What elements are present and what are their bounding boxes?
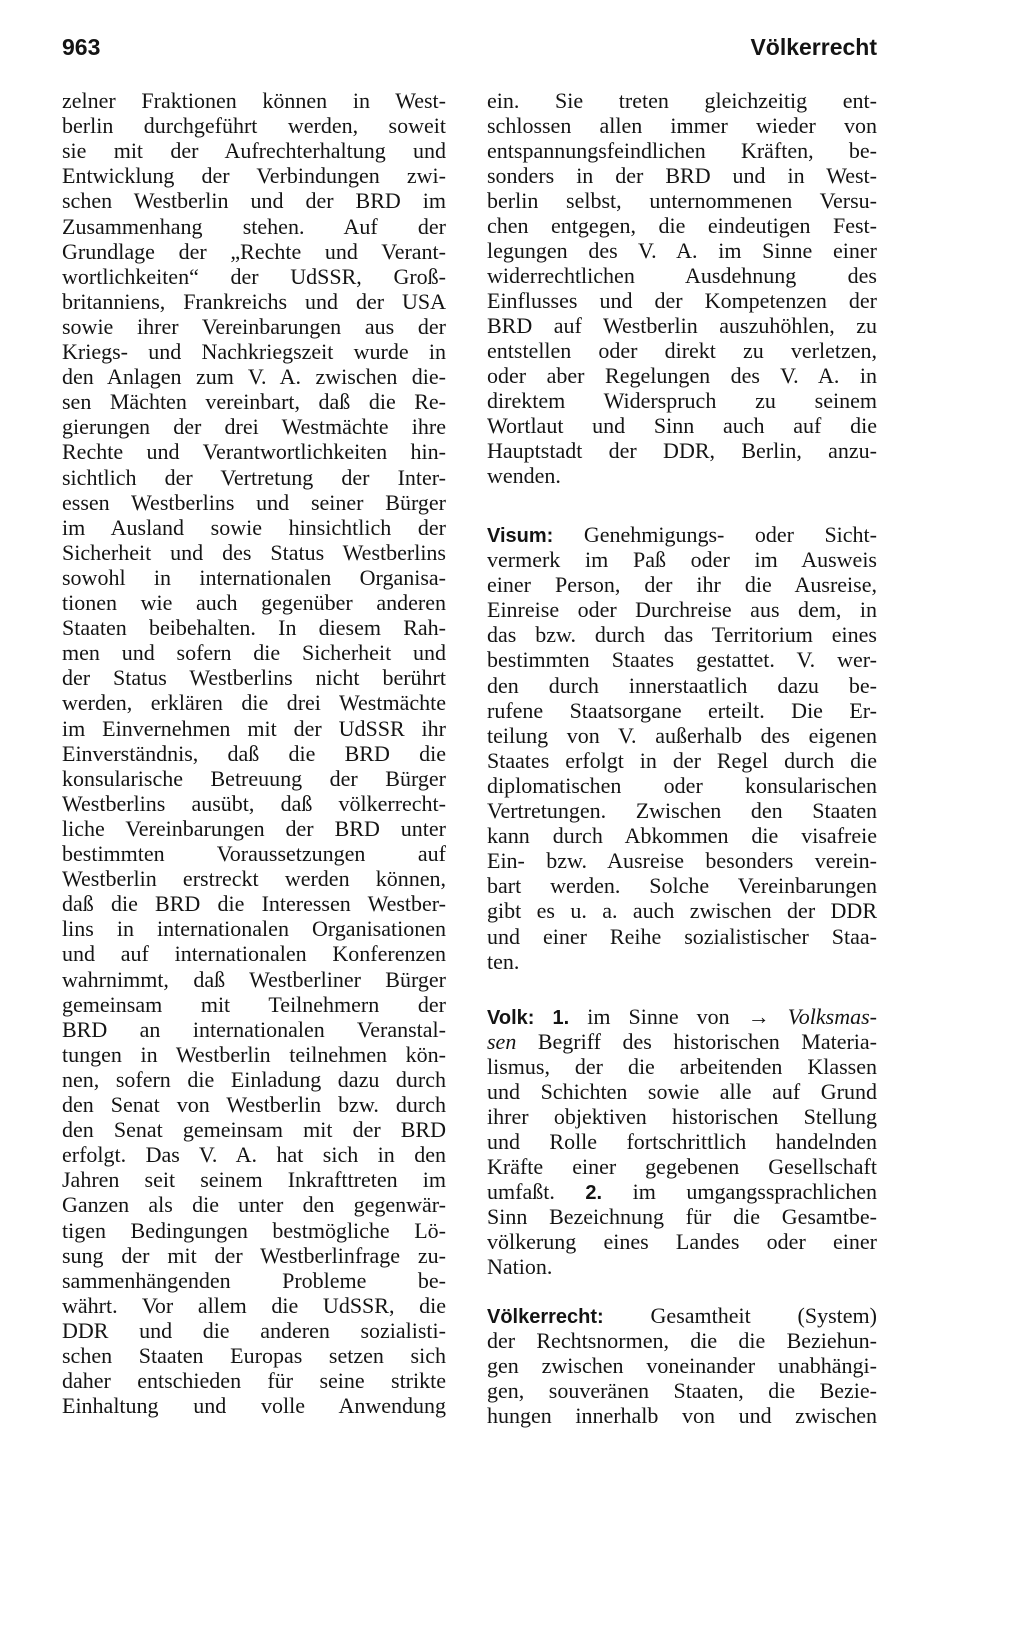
left-column-line: sammenhängenden Probleme be- [62, 1267, 446, 1293]
left-column-line: sen Mächten vereinbart, daß die Re- [62, 389, 446, 415]
volk-line-8 [487, 1179, 877, 1204]
voelkerrecht-first-text: Gesamtheit (System) [603, 1303, 877, 1328]
left-column-line: essen Westberlins und seiner Bürger [62, 489, 446, 515]
left-column-line: liche Vereinbarungen der BRD unter [62, 815, 446, 841]
running-title: Völkerrecht [750, 34, 877, 60]
left-column-line: Einhaltung und volle Anwendung [62, 1393, 446, 1419]
left-column-line: tungen in Westberlin teilnehmen kön- [62, 1041, 446, 1067]
left-column-line: sowohl in internationalen Organisa- [62, 564, 446, 590]
left-column-line: Jahren seit seinem Inkrafttreten im [62, 1167, 446, 1193]
left-column-line: BRD an internationalen Veranstal- [62, 1016, 446, 1042]
cross-reference-volksmassen-end[interactable]: sen [487, 1029, 517, 1054]
visum-line: Einreise oder Durchreise aus dem, in [487, 597, 877, 623]
left-column-line: den Anlagen zum V. A. zwischen die- [62, 364, 446, 390]
left-column-line: daß die BRD die Interessen Westber- [62, 891, 446, 917]
visum-line: den durch innerstaatlich dazu be- [487, 672, 877, 698]
left-column-line: sie mit der Aufrechterhaltung und [62, 138, 446, 164]
left-column-line: zelner Fraktionen können in West- [62, 88, 446, 113]
left-column-line: nen, sofern die Einladung dazu durch [62, 1066, 446, 1092]
visum-line: vermerk im Paß oder im Ausweis [487, 547, 877, 572]
left-column-line: sichtlich der Vertretung der Inter- [62, 464, 446, 490]
visum-line: rufene Staatsorgane erteilt. Die Er- [487, 697, 877, 723]
left-column-line: schen Staaten Europas setzen sich [62, 1343, 446, 1368]
left-column-line: Zusammenhang stehen. Auf der [62, 213, 446, 239]
left-column-line: konsularische Betreuung der Bürger [62, 765, 446, 791]
volk-line: und Schichten sowie alle auf Grund [487, 1079, 877, 1104]
voelkerrecht-line: gen, souveränen Staaten, die Bezie- [487, 1378, 877, 1403]
left-column-line: Rechte und Verantwortlichkeiten hin- [62, 439, 446, 465]
volk-line: ihrer objektiven historischen Stellung [487, 1104, 877, 1129]
left-column-line: wortlichkeiten“ der UdSSR, Groß- [62, 263, 446, 289]
visum-line: und einer Reihe sozialistischer Staa- [487, 923, 877, 949]
continuation-line: entspannungsfeindlichen Kräften, be- [487, 138, 877, 163]
visum-line: gibt es u. a. auch zwischen der DDR [487, 898, 877, 924]
left-column-line: Kriegs- und Nachkriegszeit wurde in [62, 339, 446, 364]
continuation-line: berlin selbst, unternommenen Versu- [487, 188, 877, 213]
left-column-line: werden, erklären die drei Westmächte [62, 690, 446, 716]
visum-line: Ein- bzw. Ausreise besonders verein- [487, 848, 877, 874]
headword-volk: Volk: [487, 1007, 535, 1029]
headword-visum: Visum: [487, 525, 554, 547]
volk-line-1 [487, 1004, 877, 1029]
left-column-line: schen Westberlin und der BRD im [62, 188, 446, 214]
visum-line: diplomatischen oder konsularischen [487, 772, 877, 798]
continuation-line: widerrechtlichen Ausdehnung des [487, 263, 877, 288]
cross-reference-volksmassen[interactable]: Volksmas- [769, 1004, 878, 1029]
visum-line: Staates erfolgt in der Regel durch die [487, 747, 877, 773]
volk-text: umfaßt. [487, 1179, 586, 1204]
sense-number-2: 2. [585, 1182, 603, 1204]
left-column-line: und auf internationalen Konferenzen [62, 941, 446, 967]
left-column-line: währt. Vor allem die UdSSR, die [62, 1292, 446, 1318]
left-column-line: gierungen der drei Westmächte ihre [62, 414, 446, 440]
left-column-line: im Einvernehmen mit der UdSSR ihr [62, 715, 446, 741]
left-column-line: den Senat gemeinsam mit der BRD [62, 1117, 446, 1143]
visum-line: teilung von V. außerhalb des eigenen [487, 722, 877, 748]
headword-voelkerrecht: Völkerrecht: [487, 1306, 604, 1328]
volk-line-2 [487, 1029, 877, 1054]
volk-text: Begriff des historischen Materia- [516, 1029, 877, 1054]
left-column-line: wahrnimmt, daß Westberliner Bürger [62, 966, 446, 992]
left-column-line: im Ausland sowie hinsichtlich der [62, 514, 446, 540]
cross-reference-arrow: → [747, 1004, 770, 1029]
left-column-line: Staaten beibehalten. In diesem Rah- [62, 615, 446, 641]
visum-line: bart werden. Solche Vereinbarungen [487, 873, 877, 899]
visum-line: Vertretungen. Zwischen den Staaten [487, 798, 877, 823]
voelkerrecht-line: hungen innerhalb von und zwischen [487, 1403, 877, 1428]
left-column-line: Westberlins ausübt, daß völkerrecht- [62, 790, 446, 816]
left-column-line: sung der mit der Westberlinfrage zu- [62, 1242, 446, 1268]
volk-line: völkerung eines Landes oder einer [487, 1229, 877, 1254]
volk-line: Kräfte einer gegebenen Gesellschaft [487, 1154, 877, 1179]
continuation-line: Einflusses und der Kompetenzen der [487, 288, 877, 313]
left-column-line: men und sofern die Sicherheit und [62, 640, 446, 666]
volk-line: und Rolle fortschrittlich handelnden [487, 1129, 877, 1154]
left-column-line: tigen Bedingungen bestmögliche Lö- [62, 1217, 446, 1243]
visum-line: bestimmten Staates gestattet. V. wer- [487, 647, 877, 673]
visum-line: das bzw. durch das Territorium eines [487, 622, 877, 648]
volk-text: im Sinne von [569, 1004, 748, 1029]
left-column-line: tionen wie auch gegenüber anderen [62, 590, 446, 615]
volk-line: Sinn Bezeichnung für die Gesamtbe- [487, 1204, 877, 1229]
left-column-line: Sicherheit und des Status Westberlins [62, 539, 446, 565]
continuation-line: oder aber Regelungen des V. A. in [487, 363, 877, 388]
volk-line: lismus, der die arbeitenden Klassen [487, 1054, 877, 1079]
voelkerrecht-line: der Rechtsnormen, die die Beziehun- [487, 1328, 877, 1353]
visum-first-text: Genehmigungs- oder Sicht- [553, 522, 877, 547]
visum-line: kann durch Abkommen die visafreie [487, 823, 877, 849]
continuation-line: direktem Widerspruch zu seinem [487, 388, 877, 413]
left-column-line: der Status Westberlins nicht berührt [62, 665, 446, 691]
continuation-line: sonders in der BRD und in West- [487, 163, 877, 188]
page-number: 963 [62, 34, 101, 60]
left-column-line: berlin durchgeführt werden, soweit [62, 113, 446, 139]
left-column-line: sowie ihrer Vereinbarungen aus der [62, 313, 446, 339]
left-column-line: britanniens, Frankreichs und der USA [62, 288, 446, 314]
left-column-line: Grundlage der „Rechte und Verant- [62, 238, 446, 264]
continuation-line: Hauptstadt der DDR, Berlin, anzu- [487, 438, 877, 463]
continuation-line: entstellen oder direkt zu verletzen, [487, 338, 877, 363]
left-column-line: gemeinsam mit Teilnehmern der [62, 991, 446, 1017]
visum-line-first [487, 522, 877, 547]
voelkerrecht-line: gen zwischen voneinander unabhängi- [487, 1353, 877, 1378]
continuation-line: Wortlaut und Sinn auch auf die [487, 413, 877, 438]
voelkerrecht-line-first [487, 1303, 877, 1328]
left-column-line: Entwicklung der Verbindungen zwi- [62, 163, 446, 189]
left-column-line: erfolgt. Das V. A. hat sich in den [62, 1142, 446, 1168]
continuation-line: chen entgegen, die eindeutigen Fest- [487, 213, 877, 238]
left-column-line: bestimmten Voraussetzungen auf [62, 841, 446, 866]
continuation-line: ein. Sie treten gleichzeitig ent- [487, 88, 877, 113]
volk-text: im umgangssprachlichen [602, 1179, 877, 1204]
left-column-line: den Senat von Westberlin bzw. durch [62, 1092, 446, 1117]
continuation-line: schlossen allen immer wieder von [487, 113, 877, 138]
left-column-line: DDR und die anderen sozialisti- [62, 1317, 446, 1343]
continuation-line: legungen des V. A. im Sinne einer [487, 238, 877, 263]
continuation-line: wenden. [487, 463, 561, 488]
left-column-line: Einverständnis, daß die BRD die [62, 740, 446, 766]
continuation-line: BRD auf Westberlin auszuhöhlen, zu [487, 313, 877, 338]
left-column-line: Ganzen als die unter den gegenwär- [62, 1192, 446, 1218]
sense-number-1: 1. [552, 1007, 570, 1029]
left-column-line: lins in internationalen Organisationen [62, 916, 446, 942]
left-column-line: daher entschieden für seine strikte [62, 1368, 446, 1394]
visum-line: einer Person, der ihr die Ausreise, [487, 572, 877, 598]
visum-line: ten. [487, 948, 520, 974]
volk-line: Nation. [487, 1254, 553, 1279]
left-column-line: Westberlin erstreckt werden können, [62, 866, 446, 892]
